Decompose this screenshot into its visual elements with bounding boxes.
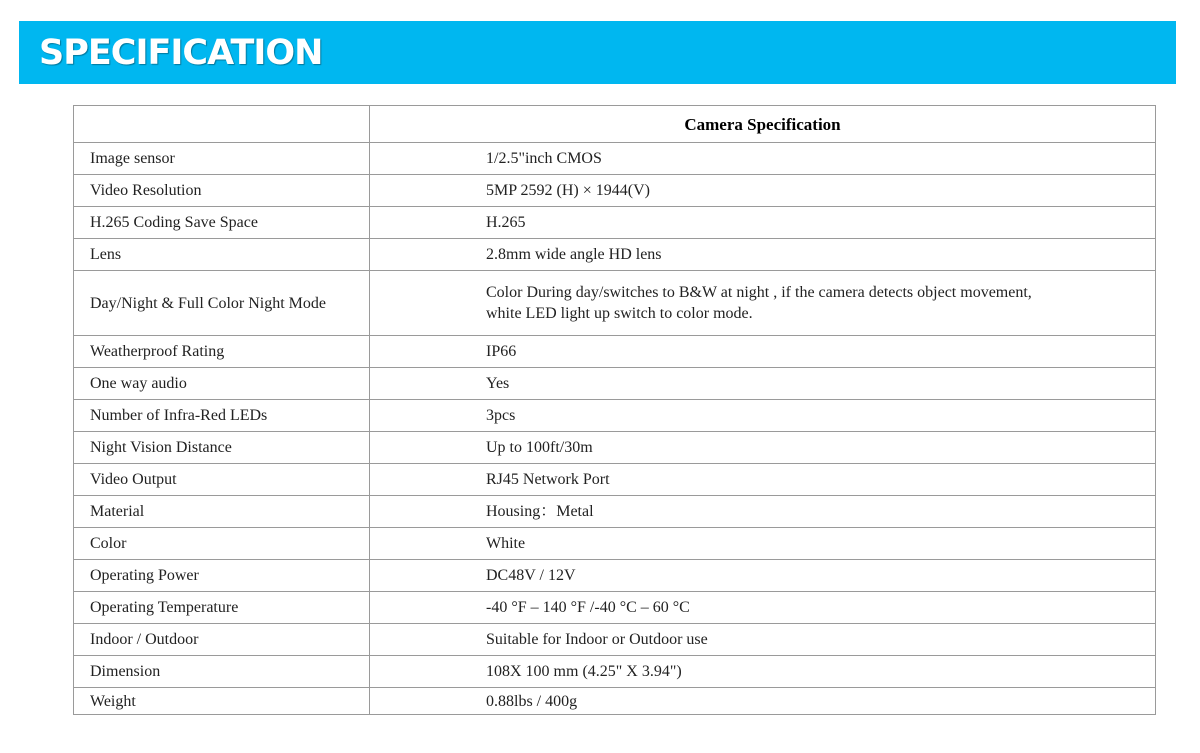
table-row [74,464,1156,496]
spec-value: DC48V / 12V [370,560,1156,592]
table-row [74,207,1156,239]
spec-value: 108X 100 mm (4.25" X 3.94") [370,656,1156,688]
spec-label: Number of Infra-Red LEDs [74,400,370,432]
spec-table [73,105,1156,715]
header-banner [19,21,1176,84]
spec-label: One way audio [74,368,370,400]
spec-value: Up to 100ft/30m [370,432,1156,464]
table-row [74,528,1156,560]
table-row [74,656,1156,688]
spec-value: 1/2.5"inch CMOS [370,143,1156,175]
spec-value: 5MP 2592 (H) × 1944(V) [370,175,1156,207]
spec-label: Video Output [74,464,370,496]
spec-value: Housing：Metal [370,496,1156,528]
table-row [74,560,1156,592]
table-row [74,496,1156,528]
table-title: Camera Specification [370,106,1156,143]
table-row [74,368,1156,400]
spec-label: Image sensor [74,143,370,175]
table-row [74,143,1156,175]
spec-value: H.265 [370,207,1156,239]
table-row [74,400,1156,432]
table-header-row [74,106,1156,143]
spec-label: Indoor / Outdoor [74,624,370,656]
spec-label: Night Vision Distance [74,432,370,464]
spec-value: IP66 [370,336,1156,368]
spec-value: Suitable for Indoor or Outdoor use [370,624,1156,656]
spec-label: Weatherproof Rating [74,336,370,368]
page-title: SPECIFICATION [39,33,323,73]
spec-label: Lens [74,239,370,271]
spec-value: -40 °F – 140 °F /-40 °C – 60 °C [370,592,1156,624]
spec-label: Operating Power [74,560,370,592]
spec-value: White [370,528,1156,560]
spec-value-line-2: white LED light up switch to color mode. [486,305,753,322]
table-header-empty-cell [74,106,370,143]
table-row [74,271,1156,336]
spec-label: Color [74,528,370,560]
table-row [74,624,1156,656]
spec-label: Material [74,496,370,528]
spec-value: 2.8mm wide angle HD lens [370,239,1156,271]
spec-value: 0.88lbs / 400g [370,688,1156,715]
table-row [74,175,1156,207]
spec-label: H.265 Coding Save Space [74,207,370,239]
spec-label: Day/Night & Full Color Night Mode [74,271,370,336]
spec-label: Operating Temperature [74,592,370,624]
spec-label: Video Resolution [74,175,370,207]
table-row [74,688,1156,715]
spec-value: RJ45 Network Port [370,464,1156,496]
spec-value-line-1: Color During day/switches to B&W at night , if the camera detects object movement, [486,284,1032,301]
spec-value: 3pcs [370,400,1156,432]
spec-value [370,271,1156,336]
table-row [74,432,1156,464]
table-row [74,336,1156,368]
table-row [74,239,1156,271]
spec-label: Dimension [74,656,370,688]
table-row [74,592,1156,624]
spec-label: Weight [74,688,370,715]
spec-value: Yes [370,368,1156,400]
